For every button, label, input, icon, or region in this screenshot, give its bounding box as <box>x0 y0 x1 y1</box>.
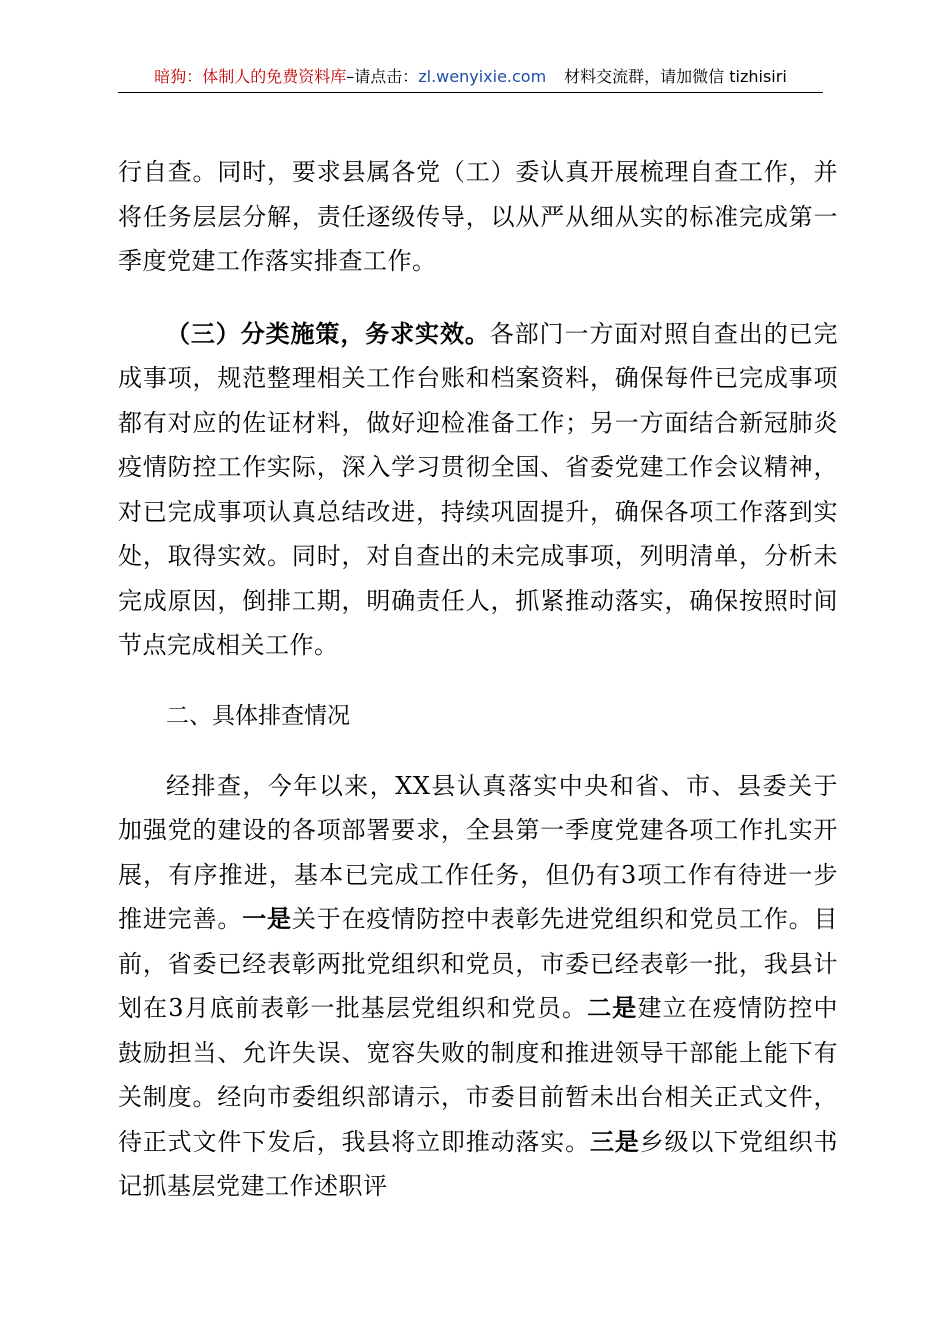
item-marker-3: 三是 <box>589 1127 640 1156</box>
section-heading: 二、具体排查情况 <box>166 702 350 729</box>
item-marker-2: 二是 <box>587 994 638 1022</box>
header-note: 材料交流群，请加微信 tizhisiri <box>564 67 787 86</box>
section-subheading: （三）分类施策，务求实效。 <box>166 319 490 348</box>
document-body <box>118 150 838 1209</box>
header-prompt: –请点击： <box>346 67 419 86</box>
header-site-name: 暗狗：体制人的免费资料库 <box>154 67 347 86</box>
paragraph-text: 乡级以下党组织书记抓基层党建工作述职评 <box>118 1127 839 1200</box>
paragraph-self-check: 行自查。同时，要求县属各党（工）委认真开展梳理自查工作，并将任务层层分解，责任逐级传导，以从严从细从实的标准完成第一季度党建工作落实排查工作。 <box>118 158 838 275</box>
item-marker-1: 一是 <box>242 905 292 933</box>
paragraph-text: 关于在疫情防控中表彰先进党组织和党员工作。目前，省委已经表彰两批党组织和党员，市委已经表彰一批，我县计划在3月底前表彰一批基层党组织和党员。 <box>118 905 839 1022</box>
paragraph-text: 各部门一方面对照自查出的已完成事项，规范整理相关工作台账和档案资料，确保每件已完成事项都有对应的佐证材料，做好迎检准备工作；另一方面结合新冠肺炎疫情防控工作实际，深入学习贯彻全国、省委党建工作会议精神，对已完成事项认真总结改进，持续巩固提升，确保各项工作落到实处，取得实效。同时，对自查出的未完成事项，列明清单，分析未完成原因，倒排工期，明确责任人，抓紧推动落实，确保按照时间节点完成相关工作。 <box>118 319 838 659</box>
paragraph-classified-measures <box>118 312 838 668</box>
paragraph-text: 建立在疫情防控中鼓励担当、允许失误、宽容失败的制度和推进领导干部能上能下有关制度。经向市委组织部请示，市委目前暂未出台相关正式文件，待正式文件下发后，我县将立即推动落实。 <box>118 994 839 1156</box>
header-link[interactable]: zl.wenyixie.com <box>418 67 547 86</box>
page-header <box>118 62 823 93</box>
paragraph-text: 经排查，今年以来，XX县认真落实中央和省、市、县委关于加强党的建设的各项部署要求，全县第一季度党建各项工作扎实开展，有序推进，基本已完成工作任务，但仍有3项工作有待进一步推进完善。 <box>118 771 838 933</box>
paragraph-inspection-results <box>118 764 838 1209</box>
